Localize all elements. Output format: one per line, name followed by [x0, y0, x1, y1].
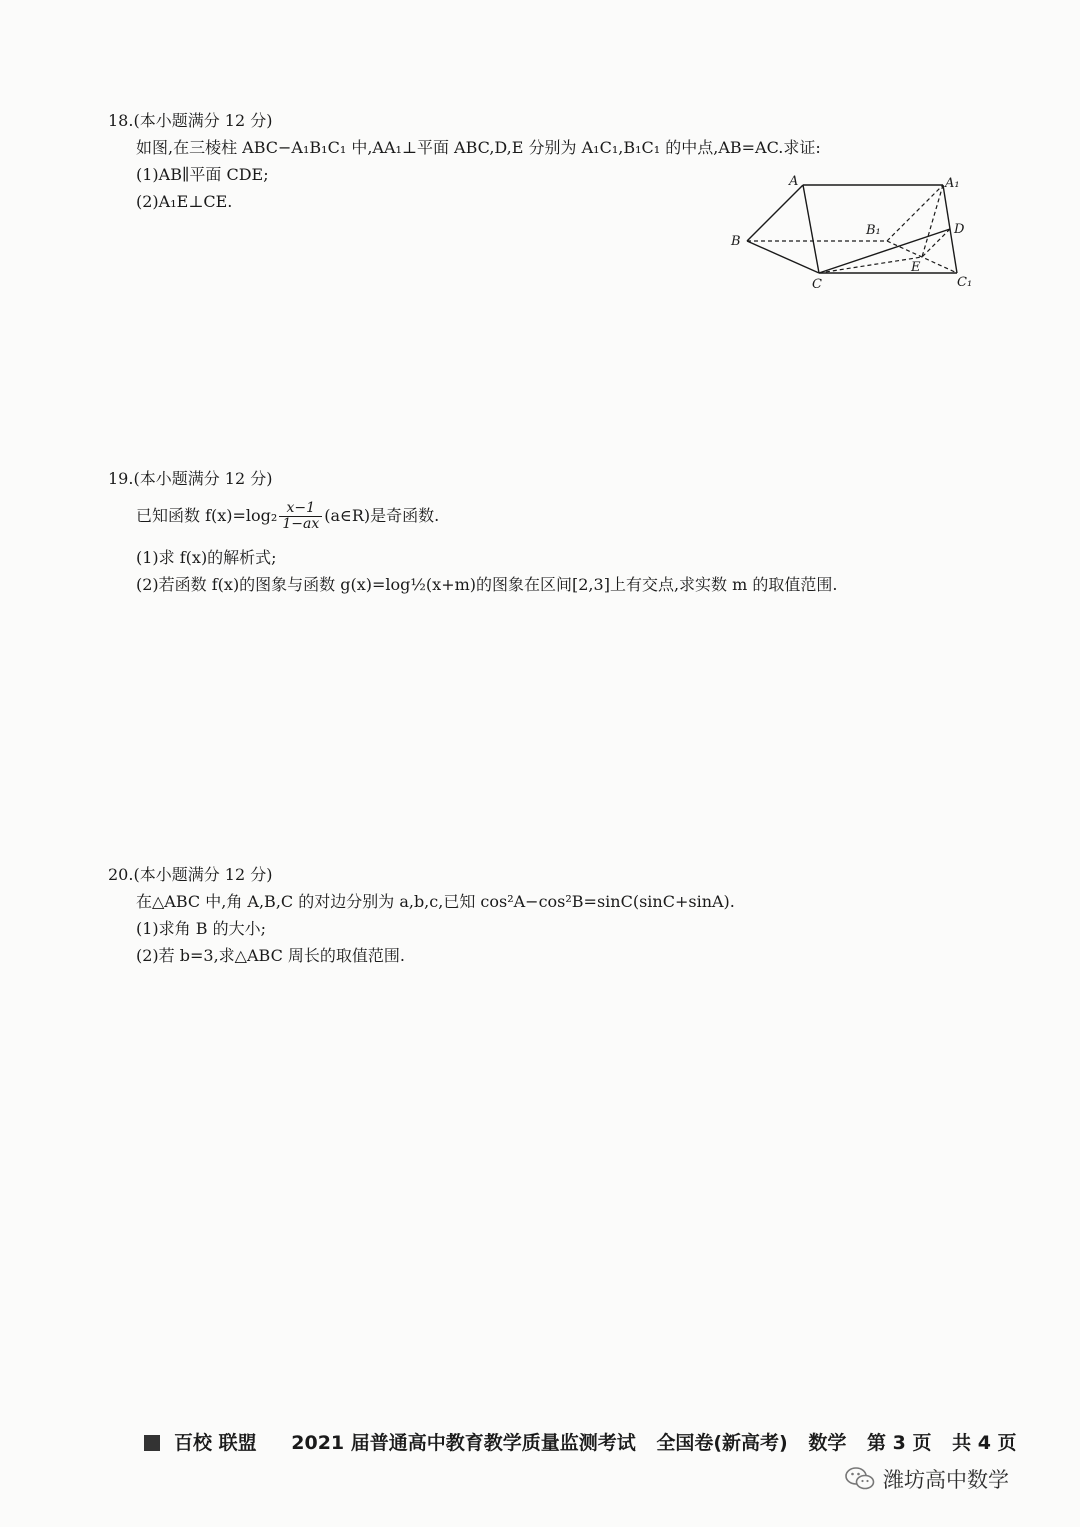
question-20-header: 20.(本小题满分 12 分) [108, 865, 273, 884]
question-19-header: 19.(本小题满分 12 分) [108, 469, 273, 488]
watermark-text: 潍坊高中数学 [883, 1468, 1009, 1492]
label-C1: C₁ [957, 275, 973, 290]
question-20-part-2: (2)若 b=3,求△ABC 周长的取值范围. [136, 946, 405, 965]
log-fraction [279, 501, 322, 533]
label-A: A [789, 174, 799, 189]
question-18-part-2: (2)A₁E⊥CE. [136, 192, 233, 211]
footer-total-pages: 共 4 页 [952, 1432, 1017, 1454]
wechat-icon [845, 1466, 875, 1492]
question-18-header: 18.(本小题满分 12 分) [108, 111, 273, 130]
label-E: E [911, 260, 921, 275]
question-19-stem-post: (a∈R)是奇函数. [324, 506, 440, 525]
label-B: B [731, 234, 741, 249]
label-A1: A₁ [945, 176, 960, 191]
question-18-part-1: (1)AB∥平面 CDE; [136, 165, 269, 184]
question-20 [108, 862, 988, 969]
page-footer [140, 1428, 1020, 1458]
footer-subject: 数学 [808, 1432, 847, 1454]
prism-figure [725, 170, 985, 295]
label-C: C [812, 277, 822, 292]
edge-B1C1 [887, 241, 957, 273]
question-20-part-1: (1)求角 B 的大小; [136, 919, 266, 938]
question-20-stem: 在△ABC 中,角 A,B,C 的对边分别为 a,b,c,已知 cos²A−cos²B=sinC(sinC+sinA). [136, 892, 735, 911]
label-D: D [954, 222, 965, 237]
footer-paper: 全国卷(新高考) [656, 1432, 788, 1454]
question-19-stem-pre: 已知函数 f(x)=log₂ [136, 506, 278, 525]
account-watermark [845, 1462, 1009, 1496]
edge-BC [747, 241, 819, 273]
question-19-part-2: (2)若函数 f(x)的图象与函数 g(x)=log½(x+m)的图象在区间[2,3]上有交点,求实数 m 的取值范围. [136, 575, 838, 594]
edge-CE [819, 257, 922, 273]
question-19-stem [108, 494, 988, 538]
footer-exam-name: 2021 届普通高中教育教学质量监测考试 [291, 1432, 636, 1454]
edge-AB [747, 185, 803, 241]
question-19-part-1: (1)求 f(x)的解析式; [136, 548, 277, 567]
fraction-denominator: 1−ax [282, 516, 320, 532]
edge-CD [819, 229, 950, 273]
brand-logo-icon [144, 1435, 160, 1451]
fraction-numerator: x−1 [279, 501, 322, 517]
label-B1: B₁ [866, 223, 881, 238]
footer-brand: 百校 联盟 [140, 1432, 271, 1454]
footer-page-number: 第 3 页 [867, 1432, 932, 1454]
question-19 [108, 466, 988, 598]
edge-AC [803, 185, 819, 273]
question-18-stem: 如图,在三棱柱 ABC−A₁B₁C₁ 中,AA₁⊥平面 ABC,D,E 分别为 A₁C₁,B₁C₁ 的中点,AB=AC.求证: [136, 138, 821, 157]
